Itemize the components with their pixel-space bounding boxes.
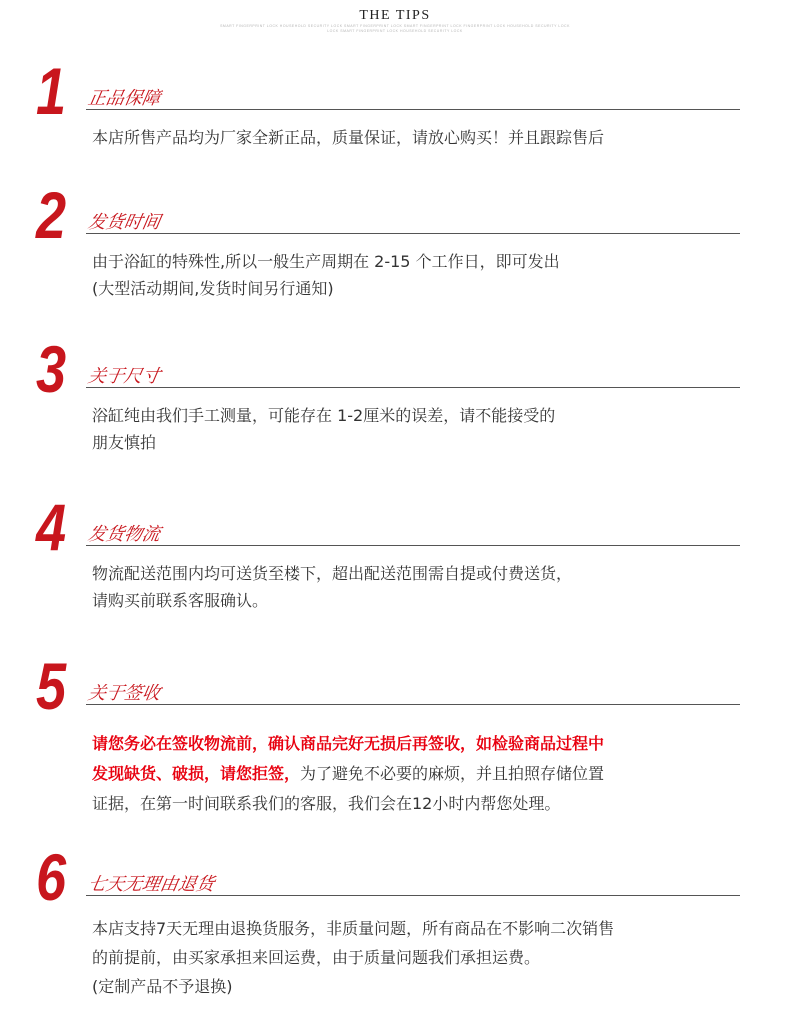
tip-text-line: 由于浴缸的特殊性,所以一般生产周期在 2-15 个工作日，即可发出 bbox=[92, 252, 560, 271]
warning-text: 发现缺货、破损，请您拒签， bbox=[92, 764, 301, 783]
tip-number: 1 bbox=[36, 54, 67, 128]
tip-divider bbox=[86, 109, 740, 110]
tip-body bbox=[92, 248, 742, 302]
tip-text-line: (大型活动期间,发货时间另行通知) bbox=[92, 279, 334, 298]
tip-body bbox=[92, 124, 742, 151]
tip-divider bbox=[86, 704, 740, 705]
tip-text-line: 本店所售产品均为厂家全新正品，质量保证，请放心购买！并且跟踪售后 bbox=[92, 128, 605, 147]
tip-title: 正品保障 bbox=[86, 88, 162, 109]
tip-text-line: 朋友慎拍 bbox=[92, 433, 157, 452]
header-subtitle-line-1: SMART FINGERPRINT LOCK HOUSEHOLD SECURITY LOCK SMART FINGERPRINT LOCK SMART FINGERPRINT LOCK FINGERPRINT LOCK HOUSEHOLD SECURITY LOCK bbox=[220, 24, 570, 28]
tip-title: 发货时间 bbox=[86, 212, 162, 233]
tip-text-line: 请购买前联系客服确认。 bbox=[92, 591, 269, 610]
warning-text-line: 请您务必在签收物流前，确认商品完好无损后再签收，如检验商品过程中 bbox=[92, 734, 605, 753]
tip-number: 5 bbox=[36, 649, 67, 723]
tip-title: 关于尺寸 bbox=[86, 366, 162, 387]
tip-body bbox=[92, 729, 742, 819]
tip-divider bbox=[86, 387, 740, 388]
tip-title: 关于签收 bbox=[86, 683, 162, 704]
tip-title: 七天无理由退货 bbox=[86, 874, 216, 895]
page-header bbox=[0, 8, 790, 34]
tip-body bbox=[92, 560, 742, 614]
tip-text: 为了避免不必要的麻烦，并且拍照存储位置 bbox=[300, 764, 605, 783]
tip-number: 3 bbox=[36, 332, 67, 406]
tip-text-line: 的前提前，由买家承担来回运费，由于质量问题我们承担运费。 bbox=[92, 948, 541, 967]
tip-number: 6 bbox=[36, 840, 67, 914]
page-title: THE TIPS bbox=[359, 8, 431, 23]
tip-body bbox=[92, 914, 742, 1001]
tip-text-line: 证据，在第一时间联系我们的客服，我们会在12小时内帮您处理。 bbox=[92, 794, 561, 813]
tip-body bbox=[92, 402, 742, 456]
tip-text-line: 物流配送范围内均可送货至楼下，超出配送范围需自提或付费送货， bbox=[92, 564, 573, 583]
tip-title: 发货物流 bbox=[86, 524, 162, 545]
tip-number: 4 bbox=[36, 490, 67, 564]
tip-text-line bbox=[92, 759, 742, 789]
tip-text-line: 浴缸纯由我们手工测量，可能存在 1-2厘米的误差，请不能接受的 bbox=[92, 406, 556, 425]
tip-divider bbox=[86, 545, 740, 546]
header-subtitle-line-2: LOCK SMART FINGERPRINT LOCK HOUSEHOLD SECURITY LOCK bbox=[327, 29, 463, 33]
tip-text-line: 本店支持7天无理由退换货服务，非质量问题，所有商品在不影响二次销售 bbox=[92, 919, 615, 938]
tip-divider bbox=[86, 233, 740, 234]
tip-number: 2 bbox=[36, 178, 67, 252]
tip-divider bbox=[86, 895, 740, 896]
tip-text-line: (定制产品不予退换) bbox=[92, 977, 233, 996]
